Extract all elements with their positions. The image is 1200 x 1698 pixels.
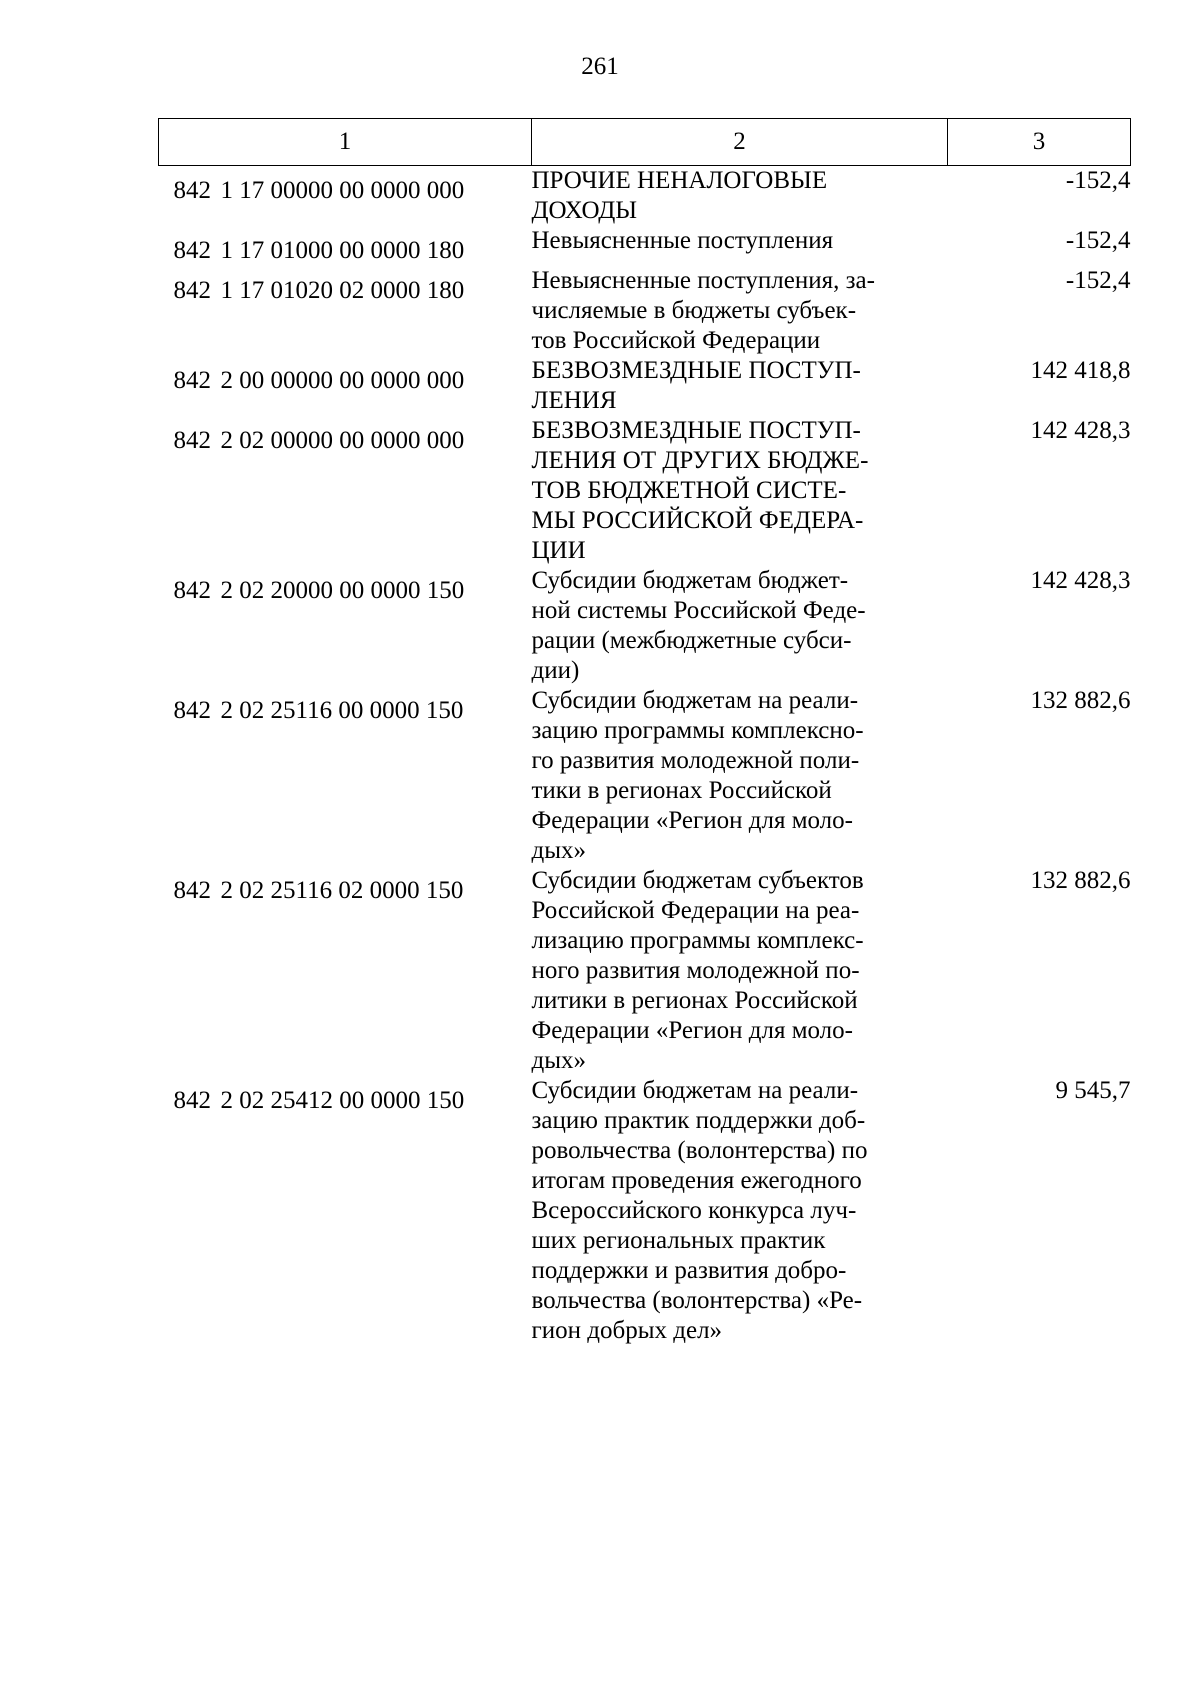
table-row xyxy=(159,356,1131,416)
revenue-name-line: Субсидии бюджетам бюджет- xyxy=(531,567,849,594)
table-row xyxy=(159,166,1131,227)
revenue-name xyxy=(532,686,948,866)
revenue-name-line: ТОВ БЮДЖЕТНОЙ СИСТЕ- xyxy=(531,477,847,504)
column-header-3: 3 xyxy=(948,119,1131,166)
budget-classification-code: 2 02 20000 00 0000 150 xyxy=(220,577,465,604)
revenue-name-line: тики в регионах Российской xyxy=(531,777,832,804)
amount: -152,4 xyxy=(1065,167,1131,194)
revenue-name-line: Российской Федерации на реа- xyxy=(531,897,860,924)
table-row xyxy=(159,416,1131,566)
code-cell xyxy=(159,1076,532,1346)
code-cell xyxy=(159,356,532,416)
revenue-name xyxy=(532,226,948,266)
admin-code: 842 xyxy=(173,177,211,204)
revenue-name-line: тов Российской Федерации xyxy=(531,327,821,354)
revenue-name-line: числяемые в бюджеты субъек- xyxy=(531,297,857,324)
revenue-name-line: ного развития молодежной по- xyxy=(531,957,860,984)
amount: 142 428,3 xyxy=(1030,567,1131,594)
code-cell xyxy=(159,166,532,227)
budget-classification-code: 2 02 25412 00 0000 150 xyxy=(220,1087,465,1114)
revenue-name-line: Субсидии бюджетам субъектов xyxy=(531,867,864,894)
page-number: 261 xyxy=(581,53,619,80)
revenue-name-line: Федерации «Регион для моло- xyxy=(531,807,853,834)
amount: -152,4 xyxy=(1065,267,1131,294)
admin-code: 842 xyxy=(173,877,211,904)
table-row xyxy=(159,266,1131,356)
revenue-name-line: итогам проведения ежегодного xyxy=(531,1167,862,1194)
revenue-name-line: Субсидии бюджетам на реали- xyxy=(531,687,859,714)
revenue-name-line: дых» xyxy=(531,837,587,864)
table-row xyxy=(159,866,1131,1076)
code-cell xyxy=(159,416,532,566)
revenue-name-line: ЦИИ xyxy=(531,537,586,564)
budget-table xyxy=(158,118,1131,1346)
amount: 142 418,8 xyxy=(1030,357,1131,384)
revenue-name-line: вольчества (волонтерства) «Ре- xyxy=(531,1287,863,1314)
code-cell xyxy=(159,566,532,686)
revenue-name-line: ПРОЧИЕ НЕНАЛОГОВЫЕ xyxy=(531,167,828,194)
revenue-name xyxy=(532,266,948,356)
table-body xyxy=(159,166,1131,1347)
budget-classification-code: 2 02 00000 00 0000 000 xyxy=(220,427,465,454)
revenue-name-line: ших региональных практик xyxy=(531,1227,826,1254)
revenue-name-line: БЕЗВОЗМЕЗДНЫЕ ПОСТУП- xyxy=(531,417,861,444)
table-row xyxy=(159,226,1131,266)
revenue-name-line: МЫ РОССИЙСКОЙ ФЕДЕРА- xyxy=(531,507,864,534)
revenue-name-line: ЛЕНИЯ ОТ ДРУГИХ БЮДЖЕ- xyxy=(531,447,869,474)
code-cell xyxy=(159,226,532,266)
revenue-name-line: Невыясненные поступления, за- xyxy=(531,267,875,294)
column-header-1: 1 xyxy=(159,119,532,166)
revenue-name-line: дых» xyxy=(531,1047,587,1074)
revenue-name xyxy=(532,866,948,1076)
admin-code: 842 xyxy=(173,237,211,264)
table-row xyxy=(159,686,1131,866)
budget-classification-code: 1 17 01020 02 0000 180 xyxy=(220,277,465,304)
revenue-name-line: Субсидии бюджетам на реали- xyxy=(531,1077,859,1104)
revenue-name-line: зацию программы комплексно- xyxy=(531,717,864,744)
amount: 132 882,6 xyxy=(1030,867,1131,894)
revenue-name-line: ровольчества (волонтерства) по xyxy=(531,1137,868,1164)
revenue-name-line: Всероссийского конкурса луч- xyxy=(531,1197,857,1224)
amount: 9 545,7 xyxy=(1055,1077,1131,1104)
admin-code: 842 xyxy=(173,277,211,304)
amount: -152,4 xyxy=(1065,227,1131,254)
budget-classification-code: 2 02 25116 02 0000 150 xyxy=(220,877,464,904)
code-cell xyxy=(159,866,532,1076)
admin-code: 842 xyxy=(173,577,211,604)
revenue-name-line: гион добрых дел» xyxy=(531,1317,723,1344)
revenue-name xyxy=(532,566,948,686)
revenue-name xyxy=(532,356,948,416)
revenue-name-line: Федерации «Регион для моло- xyxy=(531,1017,853,1044)
amount: 132 882,6 xyxy=(1030,687,1131,714)
revenue-name-line: зацию практик поддержки доб- xyxy=(531,1107,866,1134)
revenue-name-line: рации (межбюджетные субси- xyxy=(531,627,852,654)
admin-code: 842 xyxy=(173,427,211,454)
amount: 142 428,3 xyxy=(1030,417,1131,444)
revenue-name xyxy=(532,416,948,566)
revenue-name-line: лизацию программы комплекс- xyxy=(531,927,864,954)
table-row xyxy=(159,566,1131,686)
revenue-name-line: дии) xyxy=(531,657,580,684)
budget-classification-code: 2 00 00000 00 0000 000 xyxy=(220,367,465,394)
revenue-name-line: ной системы Российской Феде- xyxy=(531,597,866,624)
table-row xyxy=(159,1076,1131,1346)
table-header xyxy=(159,119,1131,166)
revenue-name-line: Невыясненные поступления xyxy=(531,227,834,254)
code-cell xyxy=(159,686,532,866)
column-header-2: 2 xyxy=(532,119,948,166)
revenue-name-line: БЕЗВОЗМЕЗДНЫЕ ПОСТУП- xyxy=(531,357,861,384)
code-cell xyxy=(159,266,532,356)
revenue-name-line: го развития молодежной поли- xyxy=(531,747,860,774)
admin-code: 842 xyxy=(173,697,211,724)
revenue-name-line: ЛЕНИЯ xyxy=(531,387,617,414)
revenue-name-line: литики в регионах Российской xyxy=(531,987,858,1014)
revenue-name xyxy=(532,166,948,227)
budget-classification-code: 1 17 01000 00 0000 180 xyxy=(220,237,465,264)
revenue-name xyxy=(532,1076,948,1346)
budget-classification-code: 1 17 00000 00 0000 000 xyxy=(220,177,465,204)
admin-code: 842 xyxy=(173,1087,211,1114)
revenue-name-line: ДОХОДЫ xyxy=(531,197,638,224)
budget-classification-code: 2 02 25116 00 0000 150 xyxy=(220,697,464,724)
revenue-name-line: поддержки и развития добро- xyxy=(531,1257,847,1284)
admin-code: 842 xyxy=(173,367,211,394)
